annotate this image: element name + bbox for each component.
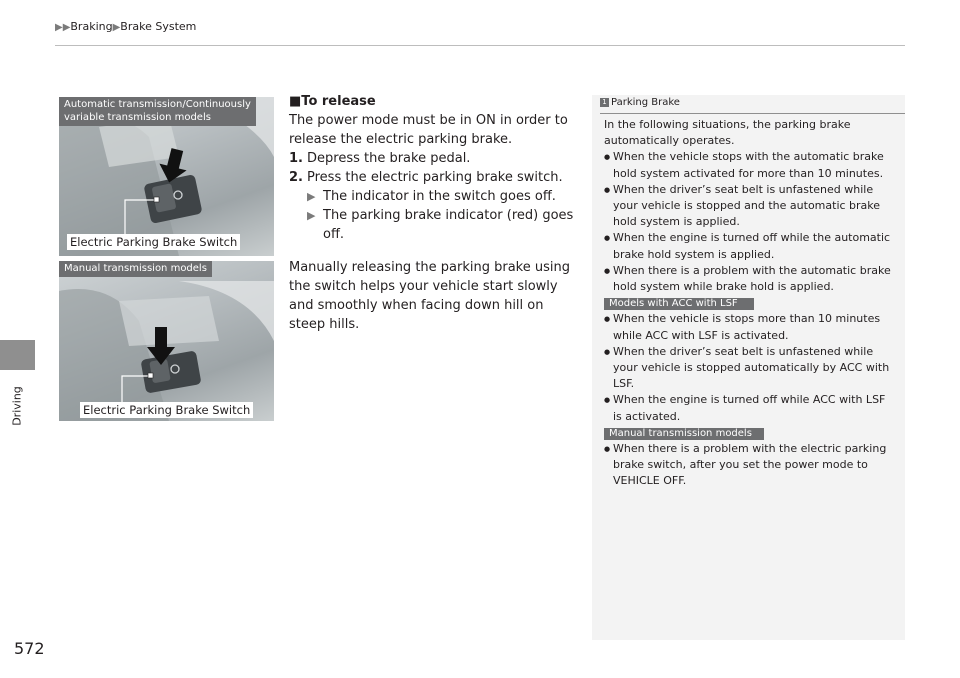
- image-model-tag: Manual transmission models: [59, 261, 212, 277]
- note-title: 1 Parking Brake: [600, 97, 680, 108]
- parking-brake-note: [592, 95, 905, 640]
- page-number: 572: [14, 639, 45, 658]
- model-tag-manual: Manual transmission models: [604, 428, 764, 440]
- breadcrumb: [55, 20, 196, 33]
- header-divider: [55, 45, 905, 46]
- image-model-tag: Automatic transmission/Continuously variable transmission models: [59, 97, 256, 126]
- step-item: 1. Depress the brake pedal.: [289, 151, 471, 166]
- section-tab: [0, 340, 35, 370]
- result-item: ▶ The indicator in the switch goes off.: [307, 189, 556, 204]
- note-intro: In the following situations, the parking brake automatically operates.: [604, 118, 851, 148]
- note-body: [604, 117, 896, 490]
- switch-caption: Electric Parking Brake Switch: [80, 402, 253, 418]
- breadcrumb-arrow-icon: ▶: [112, 22, 121, 33]
- model-tag-acc: Models with ACC with LSF: [604, 298, 754, 310]
- list-item: ● When the driver’s seat belt is unfastened while your vehicle is stopped and the automatic brake hold system is applied.: [604, 182, 896, 231]
- switch-caption: Electric Parking Brake Switch: [67, 234, 240, 250]
- list-item: ● When the engine is turned off while ACC with LSF is activated.: [604, 392, 896, 424]
- note-marker-icon: 1: [600, 98, 609, 107]
- result-item: ▶ The parking brake indicator (red) goes off.: [307, 208, 574, 242]
- section-label: Driving: [10, 386, 24, 426]
- main-content: [289, 92, 579, 334]
- console-illustration: [59, 261, 274, 421]
- list-item: ● When there is a problem with the electric parking brake switch, after you set the power mode to VEHICLE OFF.: [604, 441, 896, 490]
- breadcrumb-arrow-icon: ▶▶: [55, 22, 71, 33]
- result-arrow-icon: ▶: [307, 209, 316, 222]
- square-bullet-icon: ■: [289, 94, 302, 109]
- breadcrumb-item-braking[interactable]: Braking: [70, 20, 113, 33]
- list-item: ● When the driver’s seat belt is unfastened while your vehicle is stopped automatically by ACC with LSF.: [604, 344, 896, 393]
- breadcrumb-item-brake-system[interactable]: Brake System: [120, 20, 197, 33]
- step-item: 2. Press the electric parking brake switch.: [289, 170, 563, 185]
- section-heading: ■To release: [289, 94, 376, 109]
- switch-photo-automatic: [59, 97, 274, 256]
- note-divider: [600, 113, 905, 114]
- list-item: ● When the vehicle is stops more than 10 minutes while ACC with LSF is activated.: [604, 311, 896, 343]
- switch-photo-manual: [59, 261, 274, 421]
- result-arrow-icon: ▶: [307, 190, 316, 203]
- intro-paragraph: The power mode must be in ON in order to release the electric parking brake.: [289, 113, 568, 147]
- closing-paragraph: Manually releasing the parking brake using the switch helps your vehicle start slowly and smoothly when facing down hill on steep hills.: [289, 260, 570, 332]
- list-item: ● When the vehicle stops with the automatic brake hold system activated for more than 10 minutes.: [604, 149, 896, 181]
- list-item: ● When the engine is turned off while the automatic brake hold system is applied.: [604, 230, 896, 262]
- list-item: ● When there is a problem with the automatic brake hold system while brake hold is applied.: [604, 263, 896, 295]
